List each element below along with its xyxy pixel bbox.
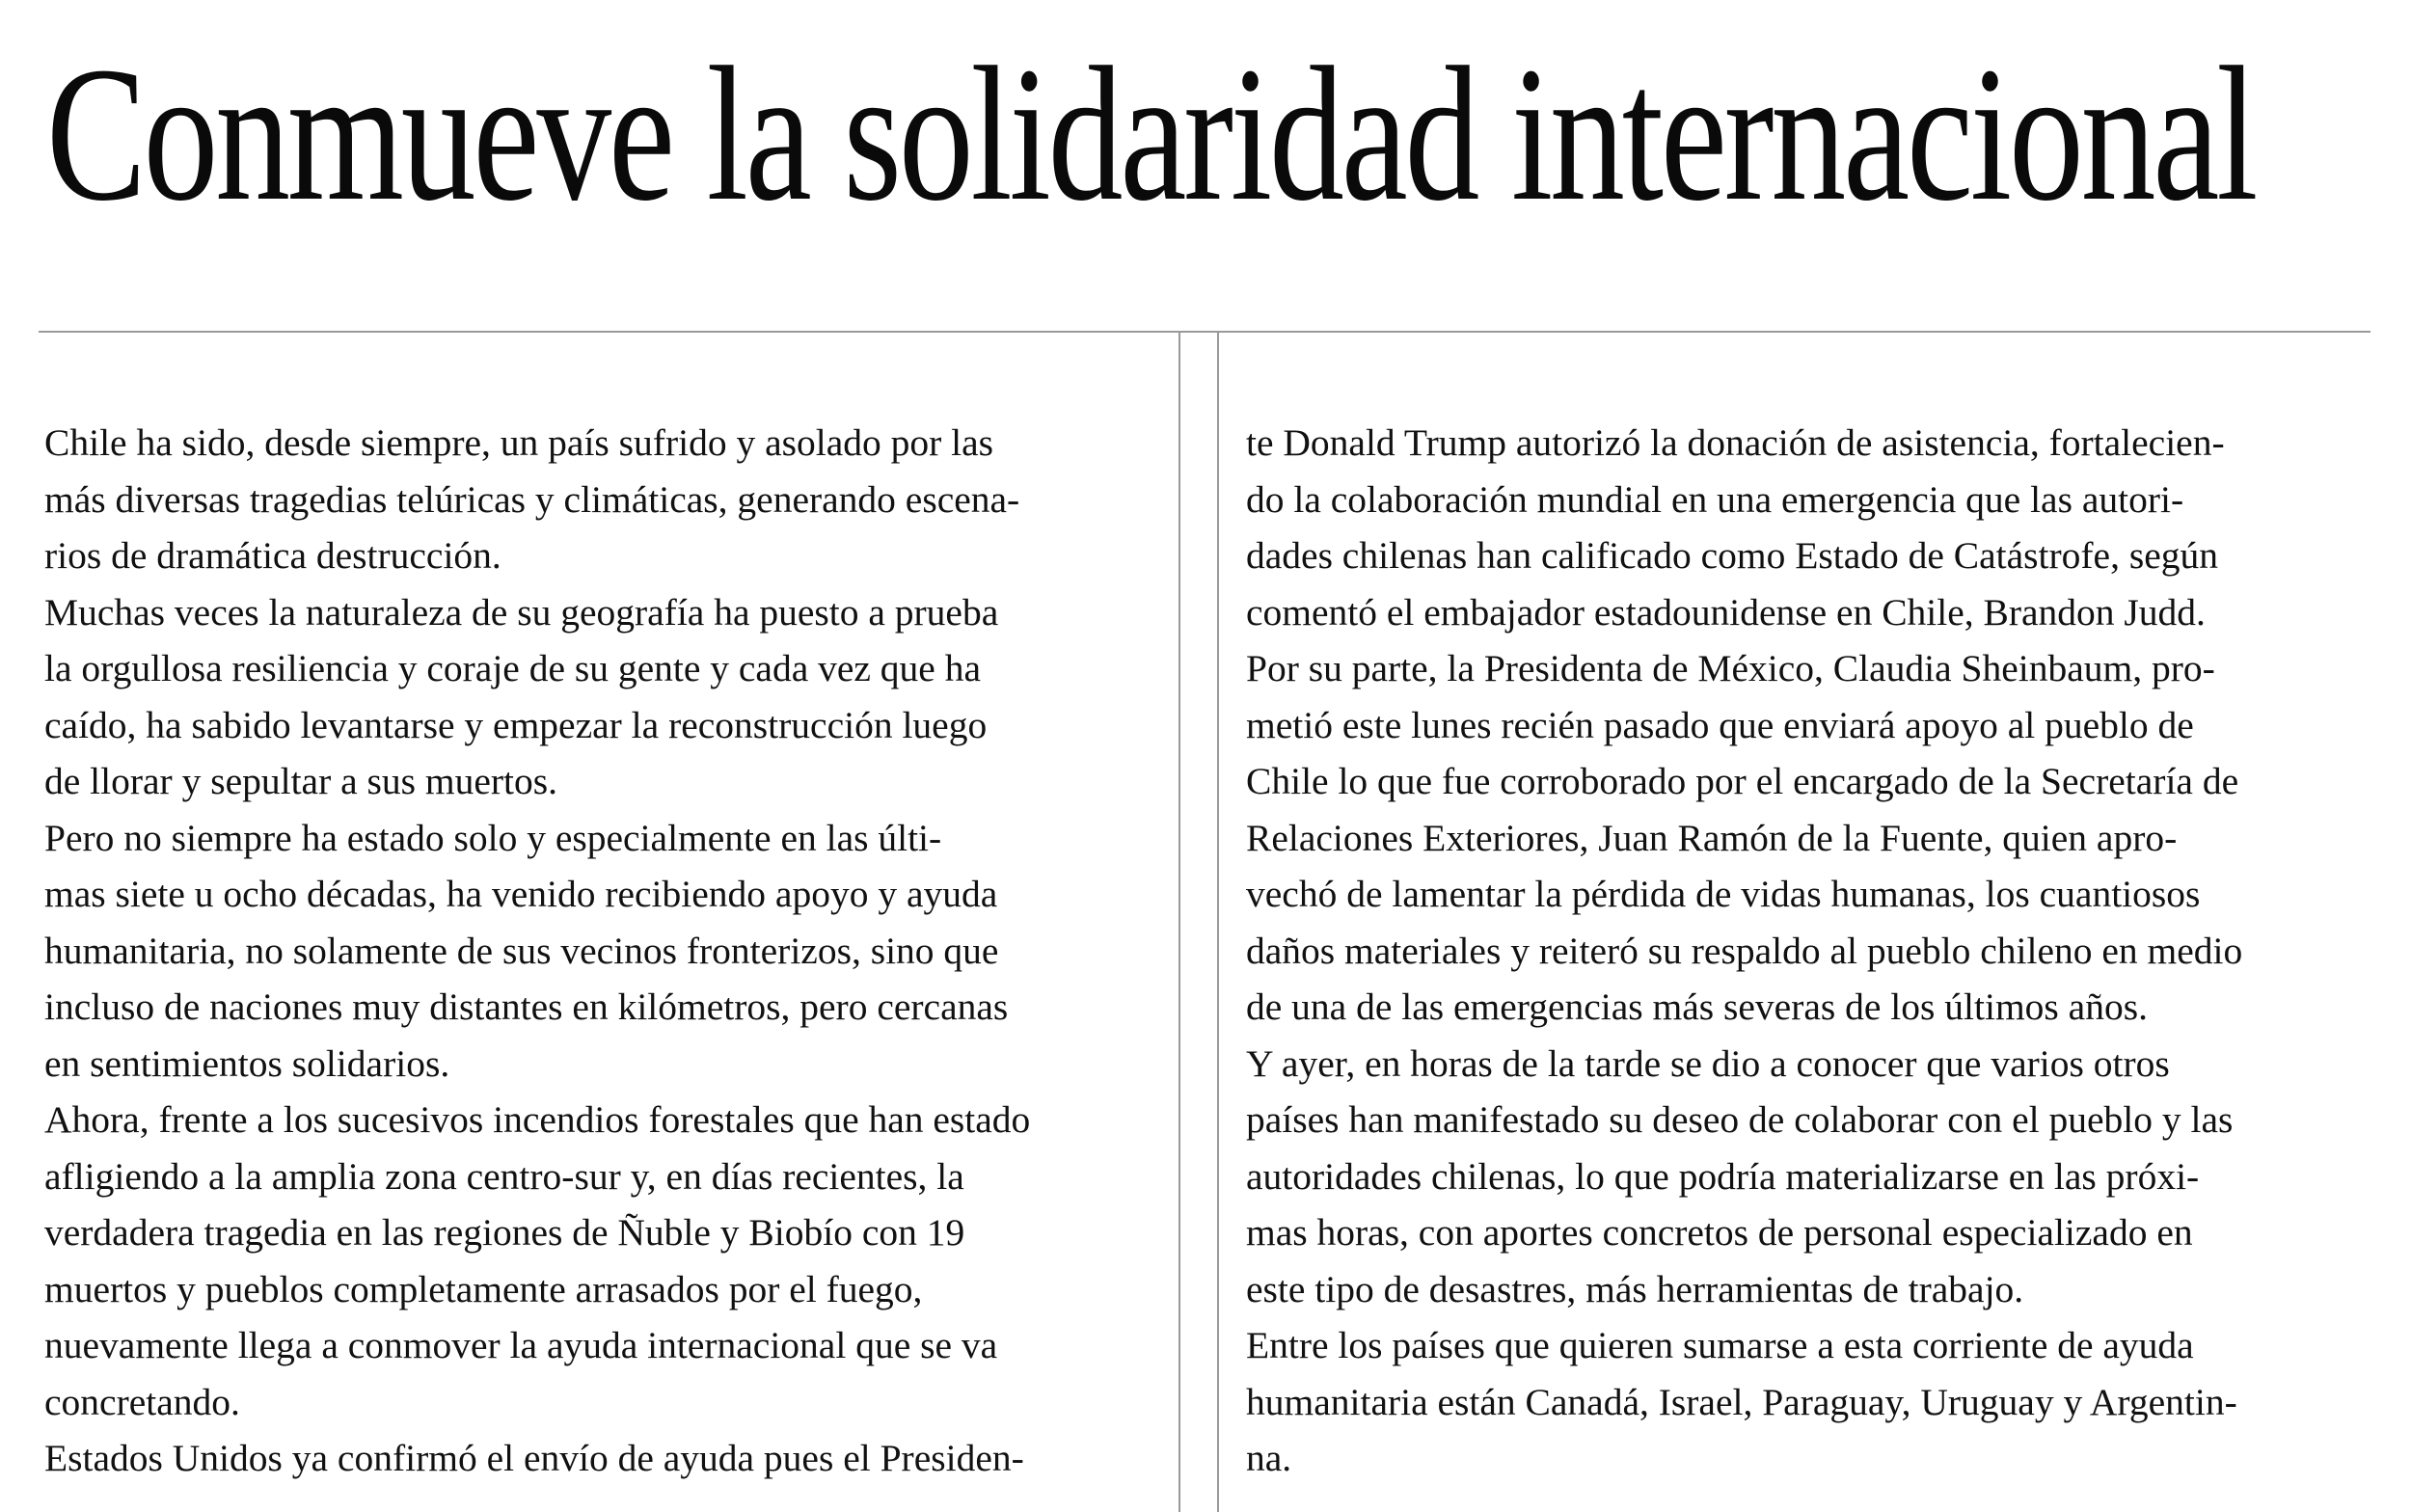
text-line: Estados Unidos ya confirmó el envío de ayuda pues el Presiden-	[44, 1437, 1024, 1479]
headline: Conmueve la solidaridad internacional	[46, 28, 2256, 241]
text-line: rios de dramática destrucción.	[44, 534, 501, 577]
text-line: afligiendo a la amplia zona centro-sur y, en días recientes, la	[44, 1154, 964, 1198]
text-line: metió este lunes recién pasado que enviará apoyo al pueblo de	[1246, 703, 2194, 746]
text-line: muertos y pueblos completamente arrasados por el fuego,	[44, 1267, 923, 1310]
text-line: dades chilenas han calificado como Estado de Catástrofe, según	[1246, 534, 2218, 577]
text-line: mas horas, con aportes concretos de personal especializado en	[1246, 1211, 2193, 1254]
text-line: Y ayer, en horas de la tarde se dio a conocer que varios otros	[1246, 1041, 2170, 1085]
text-line: Relaciones Exteriores, Juan Ramón de la Fuente, quien apro-	[1246, 816, 2178, 859]
text-line: Chile ha sido, desde siempre, un país sufrido y asolado por las	[44, 421, 994, 464]
text-line: la orgullosa resiliencia y coraje de su gente y cada vez que ha	[44, 647, 981, 689]
text-line: países han manifestado su deseo de colaborar con el pueblo y las	[1246, 1098, 2234, 1141]
text-line: humanitaria, no solamente de sus vecinos fronterizos, sino que	[44, 929, 999, 972]
text-line: de llorar y sepultar a sus muertos.	[44, 760, 558, 802]
text-line: Ahora, frente a los sucesivos incendios forestales que han estado	[44, 1098, 1031, 1141]
headline-divider	[39, 331, 2370, 333]
column-divider-left	[1178, 333, 1180, 1512]
text-line: autoridades chilenas, lo que podría materializarse en las próxi-	[1246, 1154, 2200, 1198]
text-line: en sentimientos solidarios.	[44, 1041, 450, 1085]
text-line: Por su parte, la Presidenta de México, Claudia Sheinbaum, pro-	[1246, 647, 2215, 689]
text-line: verdadera tragedia en las regiones de Ñuble y Biobío con 19	[44, 1211, 965, 1254]
text-line: este tipo de desastres, más herramientas de trabajo.	[1246, 1267, 2024, 1310]
text-line: do la colaboración mundial en una emergencia que las autori-	[1246, 477, 2184, 521]
text-line: Entre los países que quieren sumarse a esta corriente de ayuda	[1246, 1324, 2194, 1366]
text-line: vechó de lamentar la pérdida de vidas humanas, los cuantiosos	[1246, 873, 2201, 915]
text-line: daños materiales y reiteró su respaldo al pueblo chileno en medio	[1246, 929, 2243, 972]
text-line: te Donald Trump autorizó la donación de asistencia, fortalecien-	[1246, 421, 2225, 464]
article-column-1	[44, 415, 1153, 1487]
text-line: de una de las emergencias más severas de los últimos años.	[1246, 986, 2148, 1028]
column-divider-right	[1217, 333, 1219, 1512]
text-line: Pero no siempre ha estado solo y especialmente en las últi-	[44, 816, 942, 859]
text-line: na.	[1246, 1437, 1292, 1479]
text-line: humanitaria están Canadá, Israel, Paraguay, Uruguay y Argentin-	[1246, 1380, 2237, 1423]
text-line: Muchas veces la naturaleza de su geografía ha puesto a prueba	[44, 590, 999, 634]
text-line: Chile lo que fue corroborado por el encargado de la Secretaría de	[1246, 760, 2239, 802]
text-line: comentó el embajador estadounidense en Chile, Brandon Judd.	[1246, 590, 2206, 634]
text-line: concretando.	[44, 1380, 240, 1423]
article-column-2	[1246, 415, 2355, 1487]
text-line: nuevamente llega a conmover la ayuda internacional que se va	[44, 1324, 998, 1366]
text-line: más diversas tragedias telúricas y climáticas, generando escena-	[44, 477, 1020, 521]
text-line: caído, ha sabido levantarse y empezar la reconstrucción luego	[44, 703, 988, 746]
text-line: incluso de naciones muy distantes en kilómetros, pero cercanas	[44, 986, 1009, 1028]
text-line: mas siete u ocho décadas, ha venido recibiendo apoyo y ayuda	[44, 873, 998, 915]
